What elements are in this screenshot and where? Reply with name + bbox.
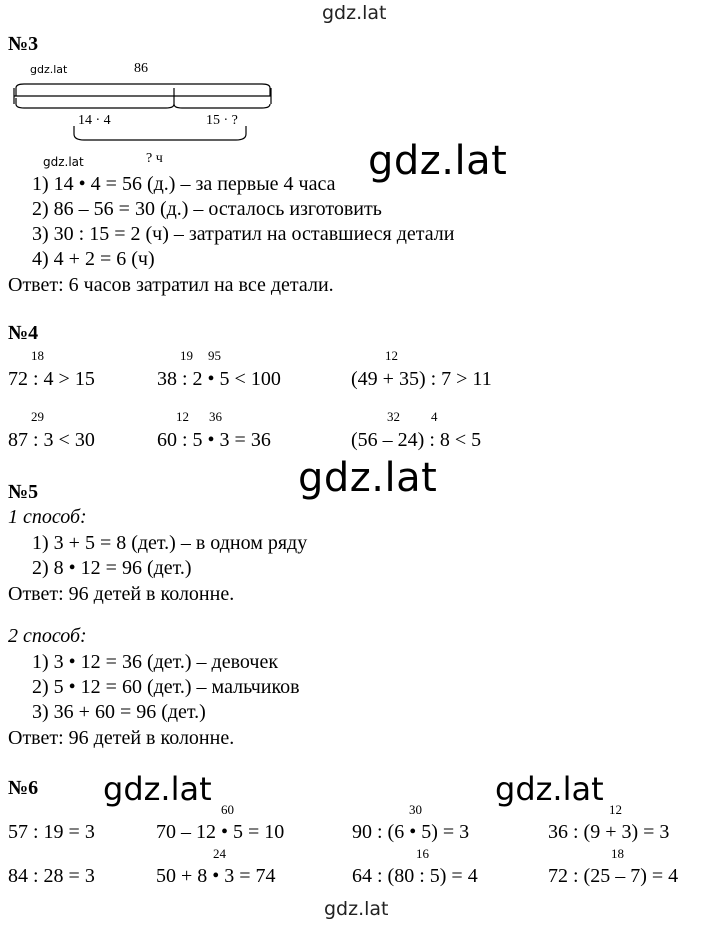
task6-heading: №6 <box>8 777 39 799</box>
task5-step: 1) 3 • 12 = 36 (дет.) – девочек <box>32 651 279 673</box>
task4-note: 4 <box>431 409 438 424</box>
diagram-question-label: ? ч <box>146 151 163 166</box>
task6-expression: 57 : 19 = 3 <box>8 821 95 843</box>
task5-step: 3) 36 + 60 = 96 (дет.) <box>32 701 206 723</box>
task4-expression: 72 : 4 > 15 <box>8 368 95 390</box>
task4-expression: 60 : 5 • 3 = 36 <box>157 429 271 451</box>
task4-note: 12 <box>385 348 398 363</box>
task6-expression: 70 – 12 • 5 = 10 <box>156 821 285 843</box>
task3-answer: Ответ: 6 часов затратил на все детали. <box>8 274 334 296</box>
task4-note: 36 <box>209 409 222 424</box>
task6-note: 60 <box>221 802 234 817</box>
task6-expression: 64 : (80 : 5) = 4 <box>352 865 478 887</box>
task4-expression: (56 – 24) : 8 < 5 <box>351 429 482 451</box>
task6-note: 30 <box>409 802 422 817</box>
task4-expression: (49 + 35) : 7 > 11 <box>351 368 492 390</box>
task5-answer: Ответ: 96 детей в колонне. <box>8 727 235 749</box>
watermark-bottom: gdz.lat <box>324 898 389 920</box>
task4-heading: №4 <box>8 322 39 344</box>
task6-expression: 72 : (25 – 7) = 4 <box>548 865 679 887</box>
watermark-top: gdz.lat <box>322 2 387 24</box>
task4-note: 95 <box>208 348 221 363</box>
diagram-total-label: 86 <box>134 61 148 76</box>
task6-note: 16 <box>416 846 429 861</box>
watermark-medium: gdz.lat <box>495 770 604 808</box>
task3-step: 4) 4 + 2 = 6 (ч) <box>32 248 155 270</box>
task6-expression: 90 : (6 • 5) = 3 <box>352 821 470 843</box>
task3-heading: №3 <box>8 33 39 55</box>
diagram-left-label: 14 · 4 <box>78 113 111 128</box>
task3-step: 1) 14 • 4 = 56 (д.) – за первые 4 часа <box>32 173 336 195</box>
task6-note: 12 <box>609 802 622 817</box>
diagram-watermark: gdz.lat <box>43 155 84 169</box>
task6-expression: 50 + 8 • 3 = 74 <box>156 865 276 887</box>
task5-answer: Ответ: 96 детей в колонне. <box>8 583 235 605</box>
task5-step: 2) 5 • 12 = 60 (дет.) – мальчиков <box>32 676 300 698</box>
task4-expression: 38 : 2 • 5 < 100 <box>157 368 281 390</box>
task6-note: 24 <box>213 846 226 861</box>
task5-step: 2) 8 • 12 = 96 (дет.) <box>32 557 192 579</box>
diagram-right-label: 15 · ? <box>206 113 238 128</box>
task4-note: 29 <box>31 409 44 424</box>
watermark-large: gdz.lat <box>368 138 508 184</box>
task6-note: 18 <box>611 846 624 861</box>
diagram-watermark: gdz.lat <box>30 63 68 76</box>
task5-way2-label: 2 способ: <box>8 625 87 647</box>
task5-step: 1) 3 + 5 = 8 (дет.) – в одном ряду <box>32 532 308 554</box>
task4-note: 18 <box>31 348 44 363</box>
task4-note: 32 <box>387 409 400 424</box>
task6-expression: 36 : (9 + 3) = 3 <box>548 821 670 843</box>
task4-expression: 87 : 3 < 30 <box>8 429 95 451</box>
watermark-large: gdz.lat <box>298 455 438 501</box>
task5-way1-label: 1 способ: <box>8 506 87 528</box>
watermark-medium: gdz.lat <box>103 770 212 808</box>
task6-expression: 84 : 28 = 3 <box>8 865 95 887</box>
task5-heading: №5 <box>8 481 39 503</box>
task4-note: 12 <box>176 409 189 424</box>
task3-step: 2) 86 – 56 = 30 (д.) – осталось изготовить <box>32 198 382 220</box>
task4-note: 19 <box>180 348 193 363</box>
task3-step: 3) 30 : 15 = 2 (ч) – затратил на оставшиеся детали <box>32 223 455 245</box>
